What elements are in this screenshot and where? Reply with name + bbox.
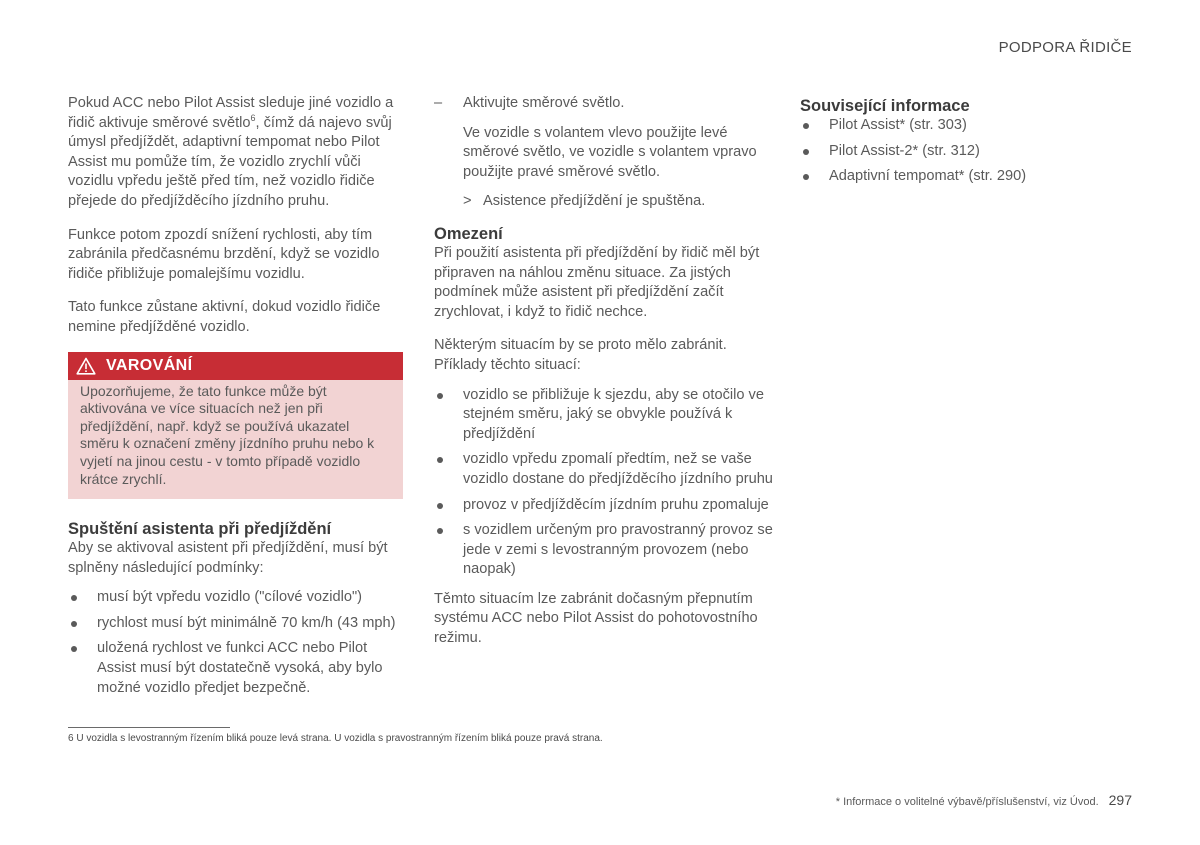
result-text: Asistence předjíždění je spuštěna. bbox=[483, 193, 706, 210]
step-item bbox=[434, 94, 774, 114]
warning-header bbox=[68, 352, 403, 380]
footnote-text: U vozidla s levostranným řízením bliká pouze levá strana. U vozidla s pravostranným řízením bliká pouze pravá strana. bbox=[73, 733, 603, 744]
related-link[interactable]: Pilot Assist-2* (str. 312) bbox=[800, 142, 1130, 162]
warning-title: VAROVÁNÍ bbox=[106, 356, 193, 374]
intro-text-end: , čímž dá najevo svůj úmysl předjíždět, adaptivní tempomat nebo Pilot Assist mu pomůže tím, že vozidlo zrychlí vůči vozidlu vpředu ještě před tím, než vozidlo řidiče přejede do předjížděcího jízdního pruhu. bbox=[68, 114, 392, 209]
situations-list bbox=[434, 386, 774, 580]
warning-triangle-icon bbox=[76, 357, 96, 375]
step-text: Aktivujte směrové světlo. bbox=[463, 95, 625, 111]
related-info-heading: Související informace bbox=[800, 97, 970, 115]
page-footer bbox=[836, 792, 1132, 808]
list-item: s vozidlem určeným pro pravostranný provoz se jede v zemi s levostranným provozem (nebo naopak) bbox=[434, 521, 774, 580]
column-middle bbox=[434, 94, 774, 663]
warning-text: Upozorňujeme, že tato funkce může být aktivována ve více situacích než jen při předjíždění, např. když se používá ukazatel směru k označení změny jízdního pruhu nebo k vyjetí na jinou cestu - v tomto případě vozidlo krátce zrychlí. bbox=[80, 382, 375, 487]
list-item: provoz v předjížděcím jízdním pruhu zpomaluje bbox=[434, 496, 774, 516]
intro-text-start: Pokud ACC nebo Pilot Assist sleduje jiné vozidlo a řidič aktivuje směrové světlo bbox=[68, 95, 394, 131]
footnote bbox=[68, 733, 603, 744]
footnote-ref[interactable]: 6 bbox=[250, 112, 256, 123]
section-header: PODPORA ŘIDIČE bbox=[998, 39, 1132, 56]
list-item: vozidlo se přibližuje k sjezdu, aby se otočilo ve stejném směru, jaký se obvykle používá k předjíždění bbox=[434, 386, 774, 445]
step-note: Ve vozidle s volantem vlevo použijte levé směrové světlo, ve vozidle s volantem vpravo použijte pravé směrové světlo. bbox=[463, 124, 757, 180]
footnote-number: 6 bbox=[68, 733, 74, 744]
accessories-note: * Informace o volitelné výbavě/příslušenství, viz Úvod. bbox=[835, 796, 1099, 808]
result-marker: > bbox=[463, 193, 472, 210]
intro-paragraph bbox=[68, 94, 403, 212]
section-heading: Omezení bbox=[434, 224, 503, 243]
paragraph: Při použití asistenta při předjíždění by řidič měl být připraven na náhlou změnu situace. Za jistých podmínek může asistent při předjíždění začít zrychlovat, i když to řidič nechce. bbox=[434, 244, 760, 320]
list-item: vozidlo vpředu zpomalí předtím, než se vaše vozidlo dostane do předjížděcího jízdního pruhu bbox=[434, 450, 774, 489]
list-item: rychlost musí být minimálně 70 km/h (43 mph) bbox=[68, 614, 403, 634]
step-result bbox=[434, 192, 774, 212]
footnote-divider bbox=[68, 727, 230, 728]
paragraph: Těmto situacím lze zabránit dočasným přepnutím systému ACC nebo Pilot Assist do pohotovostního režimu. bbox=[434, 590, 758, 647]
warning-box bbox=[68, 352, 403, 500]
list-item: uložená rychlost ve funkci ACC nebo Pilot Assist musí být dostatečně vysoká, aby bylo možné vozidlo předjet bezpečně. bbox=[68, 639, 403, 698]
conditions-list bbox=[68, 588, 403, 698]
related-link[interactable]: Adaptivní tempomat* (str. 290) bbox=[800, 167, 1130, 187]
related-links-list bbox=[800, 116, 1130, 187]
related-link[interactable]: Pilot Assist* (str. 303) bbox=[800, 116, 1130, 136]
section-heading: Spuštění asistenta při předjíždění bbox=[68, 520, 332, 539]
page-number: 297 bbox=[1108, 792, 1132, 808]
paragraph: Některým situacím by se proto mělo zabránit. Příklady těchto situací: bbox=[434, 337, 727, 373]
column-left bbox=[68, 94, 403, 708]
paragraph: Aby se aktivoval asistent při předjíždění, musí být splněny následující podmínky: bbox=[68, 540, 388, 576]
list-item: musí být vpředu vozidlo ("cílové vozidlo") bbox=[68, 588, 403, 608]
dash-marker: – bbox=[434, 95, 443, 111]
paragraph: Funkce potom zpozdí snížení rychlosti, aby tím zabránila předčasnému brzdění, když se vozidlo řidiče přibližuje pomalejšímu vozidlu. bbox=[68, 226, 380, 282]
paragraph: Tato funkce zůstane aktivní, dokud vozidlo řidiče nemine předjížděné vozidlo. bbox=[68, 299, 381, 335]
column-right bbox=[800, 94, 1130, 197]
